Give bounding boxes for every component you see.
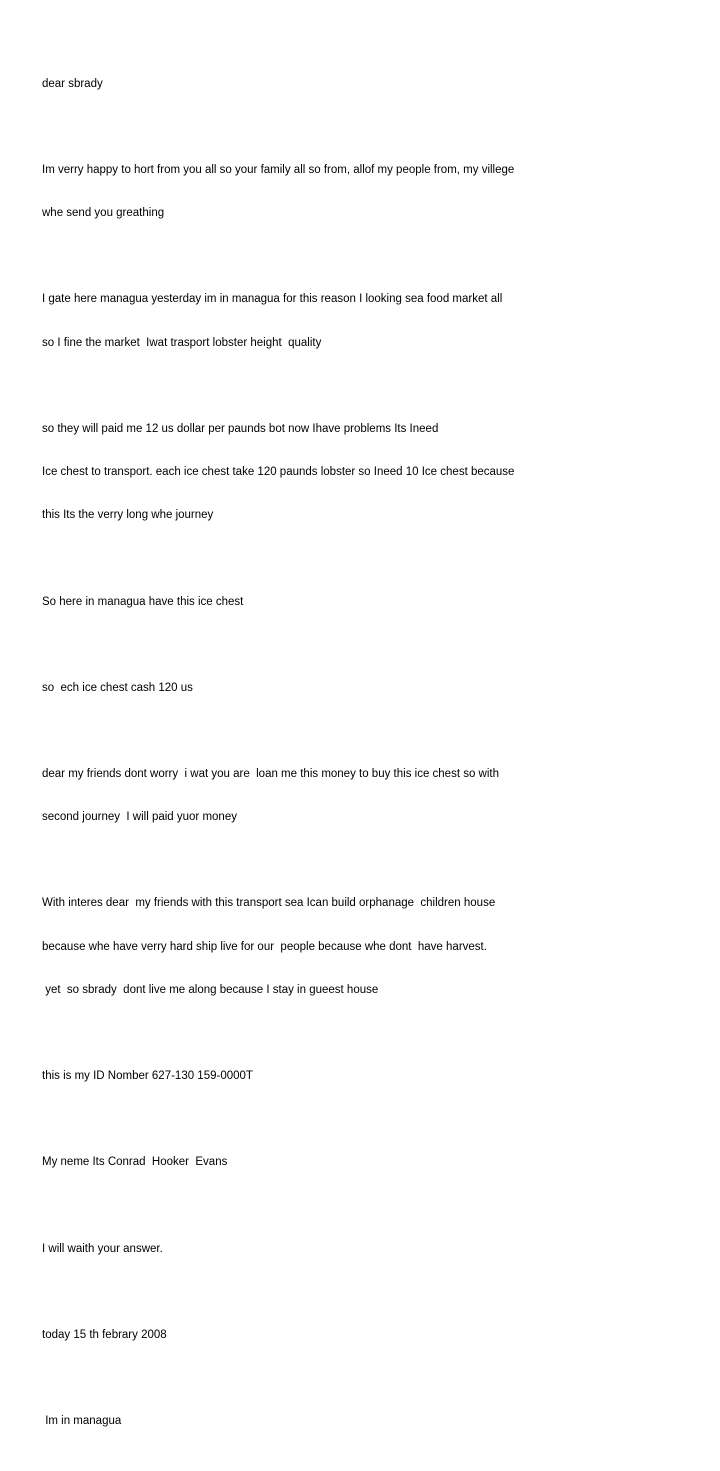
location-paragraph [42,1385,702,1457]
arrival-paragraph [42,264,702,379]
text-line: dear sbrady [42,77,103,90]
letter-body [42,48,702,1471]
text-line: so I fine the market Iwat trasport lobster height quality [42,336,322,349]
orphanage-paragraph [42,868,702,1026]
text-line: so they will paid me 12 us dollar per paunds bot now Ihave problems Its Ineed [42,422,439,435]
text-line: yet so sbrady dont live me along because I stay in gueest house [42,983,379,996]
closing-paragraph [42,1213,702,1285]
greeting-paragraph [42,134,702,249]
text-line: because whe have verry hard ship live for our people because whe dont have harvest. [42,940,487,953]
text-line: I gate here managua yesterday im in managua for this reason I looking sea food market all [42,293,503,306]
cost-paragraph [42,652,702,724]
text-line: Im verry happy to hort from you all so your family all so from, allof my people from, my villege [42,164,515,177]
name-paragraph [42,1127,702,1199]
text-line: With interes dear my friends with this transport sea Ican build orphanage children house [42,897,496,910]
ice-chest-paragraph [42,566,702,638]
text-line: so ech ice chest cash 120 us [42,681,193,694]
text-line: I will waith your answer. [42,1242,163,1255]
text-line: So here in managua have this ice chest [42,595,244,608]
text-line: Im in managua [42,1414,122,1427]
text-line: My neme Its Conrad Hooker Evans [42,1156,228,1169]
loan-request-paragraph [42,738,702,853]
date-paragraph [42,1299,702,1371]
id-number-paragraph [42,1040,702,1112]
text-line: today 15 th febrary 2008 [42,1328,167,1341]
salutation-paragraph [42,48,702,120]
text-line: this is my ID Nomber 627-130 159-0000T [42,1070,253,1083]
text-line: Ice chest to transport. each ice chest take 120 paunds lobster so Ineed 10 Ice chest because [42,466,515,479]
problem-paragraph [42,393,702,551]
text-line: second journey I will paid yuor money [42,811,237,824]
text-line: whe send you greathing [42,207,165,220]
text-line: this Its the verry long whe journey [42,509,214,522]
text-line: dear my friends dont worry i wat you are loan me this money to buy this ice chest so with [42,768,500,780]
